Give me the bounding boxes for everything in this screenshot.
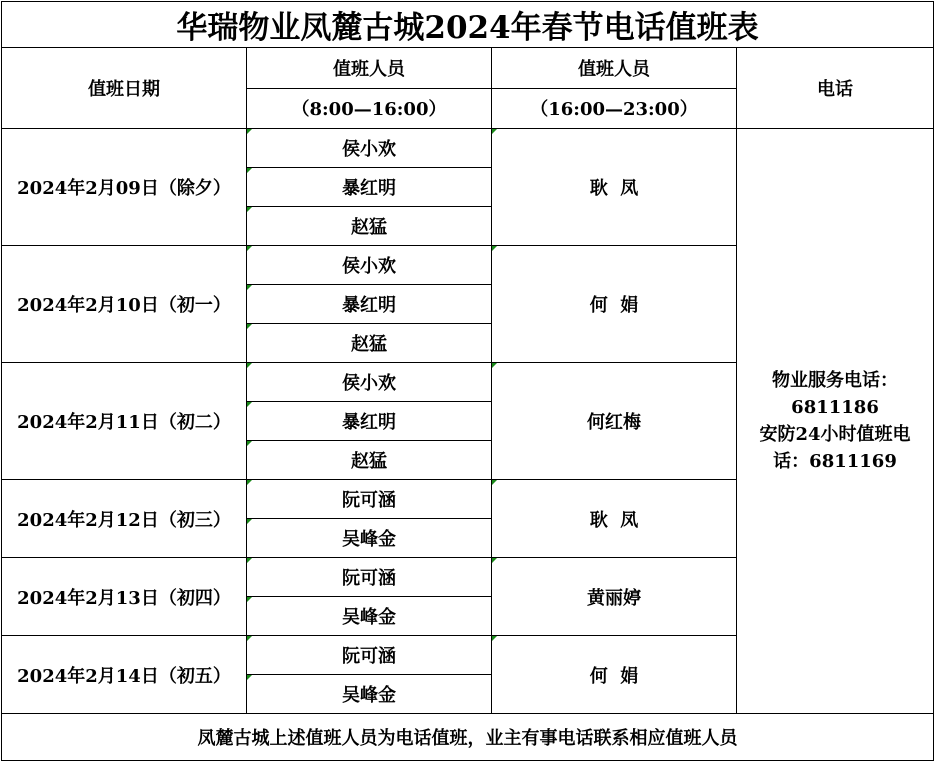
duty-date-cell: 2024年2月12日（初三） bbox=[2, 480, 247, 558]
service-phone-label: 物业服务电话： bbox=[772, 370, 899, 391]
header-phone: 电话 bbox=[737, 48, 934, 129]
cell-marker bbox=[247, 636, 252, 641]
header-day-staff: 值班人员 bbox=[247, 48, 492, 89]
cell-marker bbox=[247, 207, 252, 212]
day-staff-cell bbox=[247, 597, 492, 636]
night-staff-name: 何 娟 bbox=[589, 295, 639, 316]
day-staff-cell bbox=[247, 675, 492, 714]
cell-marker bbox=[247, 597, 252, 602]
night-staff-cell bbox=[492, 363, 737, 480]
night-staff-cell bbox=[492, 129, 737, 246]
day-staff-cell bbox=[247, 480, 492, 519]
cell-marker bbox=[247, 519, 252, 524]
duty-date-cell: 2024年2月11日（初二） bbox=[2, 363, 247, 480]
day-staff-name: 阮可涵 bbox=[342, 568, 396, 589]
duty-date-cell: 2024年2月14日（初五） bbox=[2, 636, 247, 714]
night-staff-name: 何红梅 bbox=[587, 412, 641, 433]
day-staff-name: 侯小欢 bbox=[342, 256, 396, 277]
day-staff-cell bbox=[247, 285, 492, 324]
day-staff-name: 赵猛 bbox=[351, 217, 387, 238]
day-staff-cell bbox=[247, 402, 492, 441]
day-staff-cell bbox=[247, 324, 492, 363]
night-staff-cell bbox=[492, 246, 737, 363]
day-staff-name: 侯小欢 bbox=[342, 373, 396, 394]
cell-marker bbox=[247, 324, 252, 329]
duty-date-cell: 2024年2月10日（初一） bbox=[2, 246, 247, 363]
night-staff-name: 耿 凤 bbox=[589, 178, 639, 199]
cell-marker bbox=[492, 246, 497, 251]
cell-marker bbox=[492, 636, 497, 641]
day-staff-cell bbox=[247, 246, 492, 285]
cell-marker bbox=[492, 480, 497, 485]
cell-marker bbox=[492, 363, 497, 368]
cell-marker bbox=[247, 363, 252, 368]
night-staff-cell bbox=[492, 636, 737, 714]
day-staff-name: 吴峰金 bbox=[342, 529, 396, 550]
header-night-hours: （16:00—23:00） bbox=[492, 88, 737, 129]
cell-marker bbox=[247, 168, 252, 173]
day-staff-name: 吴峰金 bbox=[342, 685, 396, 706]
cell-marker bbox=[492, 129, 497, 134]
day-staff-cell bbox=[247, 363, 492, 402]
cell-marker bbox=[247, 441, 252, 446]
cell-marker bbox=[247, 129, 252, 134]
day-staff-name: 侯小欢 bbox=[342, 139, 396, 160]
duty-date-cell: 2024年2月13日（初四） bbox=[2, 558, 247, 636]
duty-roster-table bbox=[1, 1, 934, 761]
day-staff-name: 阮可涵 bbox=[342, 646, 396, 667]
cell-marker bbox=[247, 402, 252, 407]
day-staff-cell bbox=[247, 636, 492, 675]
security-phone-number: 话：6811169 bbox=[773, 451, 897, 472]
night-staff-name: 黄丽婷 bbox=[587, 587, 641, 609]
service-phone-number: 6811186 bbox=[791, 397, 879, 418]
header-duty-date: 值班日期 bbox=[2, 48, 247, 129]
cell-marker bbox=[247, 480, 252, 485]
header-night-staff: 值班人员 bbox=[492, 48, 737, 89]
sheet-title: 华瑞物业凤麓古城2024年春节电话值班表 bbox=[2, 2, 934, 48]
cell-marker bbox=[247, 285, 252, 290]
night-staff-cell bbox=[492, 558, 737, 636]
day-staff-name: 暴红明 bbox=[342, 412, 396, 433]
day-staff-name: 吴峰金 bbox=[342, 607, 396, 628]
day-staff-name: 赵猛 bbox=[351, 334, 387, 355]
cell-marker bbox=[247, 558, 252, 563]
night-staff-name: 耿 凤 bbox=[589, 509, 639, 531]
day-staff-cell bbox=[247, 168, 492, 207]
phone-info-cell bbox=[737, 129, 934, 714]
day-staff-name: 暴红明 bbox=[342, 178, 396, 199]
night-staff-name: 何 娟 bbox=[589, 665, 639, 687]
day-staff-cell bbox=[247, 558, 492, 597]
cell-marker bbox=[492, 558, 497, 563]
day-staff-name: 赵猛 bbox=[351, 451, 387, 472]
day-staff-name: 暴红明 bbox=[342, 295, 396, 316]
day-staff-cell bbox=[247, 129, 492, 168]
day-staff-name: 阮可涵 bbox=[342, 490, 396, 511]
day-staff-cell bbox=[247, 519, 492, 558]
night-staff-cell bbox=[492, 480, 737, 558]
day-staff-cell bbox=[247, 441, 492, 480]
security-phone-label: 安防24小时值班电 bbox=[759, 424, 911, 445]
day-staff-cell bbox=[247, 207, 492, 246]
cell-marker bbox=[247, 246, 252, 251]
cell-marker bbox=[247, 675, 252, 680]
duty-date-cell: 2024年2月09日（除夕） bbox=[2, 129, 247, 246]
header-day-hours: （8:00—16:00） bbox=[247, 88, 492, 129]
footer-note: 凤麓古城上述值班人员为电话值班，业主有事电话联系相应值班人员 bbox=[2, 714, 934, 761]
